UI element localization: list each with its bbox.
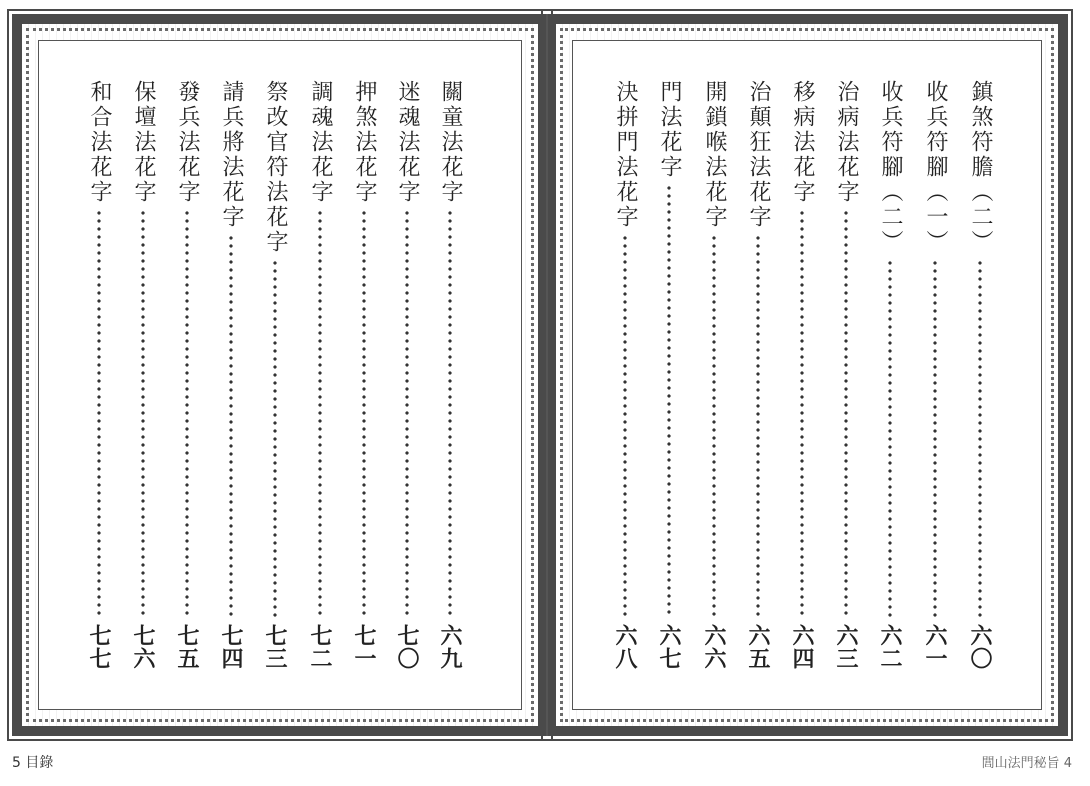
toc-entry-page: 六五 — [745, 624, 771, 670]
dot-leader — [667, 184, 671, 618]
toc-entry[interactable] — [608, 80, 642, 670]
toc-entry-page: 六八 — [612, 624, 638, 670]
toc-entry[interactable] — [170, 80, 204, 670]
toc-entry-title: 收兵符腳（一） — [923, 80, 948, 255]
toc-entry-title: 發兵法花字 — [175, 80, 200, 205]
toc-entry-title: 決拼門法花字 — [613, 80, 638, 230]
dot-leader — [844, 209, 848, 618]
dot-leader — [185, 209, 189, 618]
toc-entry-page: 七七 — [86, 624, 112, 670]
toc-entry-title: 保壇法花字 — [131, 80, 156, 205]
toc-entry-title: 開鎖喉法花字 — [702, 80, 727, 230]
toc-entry[interactable] — [963, 80, 997, 670]
toc-entry[interactable] — [829, 80, 863, 670]
toc-entry[interactable] — [126, 80, 160, 670]
toc-entry-page: 七六 — [130, 624, 156, 670]
dot-leader — [229, 234, 233, 618]
dot-leader — [362, 209, 366, 618]
toc-entry-page: 六二 — [877, 624, 903, 670]
toc-entry-title: 移病法花字 — [790, 80, 815, 205]
footer-right-page-label: 閭山法門秘旨 4 — [981, 756, 1072, 771]
toc-entry-title: 門法花字 — [657, 80, 682, 180]
dot-leader — [623, 234, 627, 618]
dot-leader — [97, 209, 101, 618]
toc-entry-page: 六一 — [922, 624, 948, 670]
toc-entry-title: 治病法花字 — [834, 80, 859, 205]
dot-leader — [978, 259, 982, 618]
toc-entry[interactable] — [82, 80, 116, 670]
toc-entry[interactable] — [785, 80, 819, 670]
toc-entry-title: 治顛狂法花字 — [746, 80, 771, 230]
dot-leader — [712, 234, 716, 618]
toc-entry[interactable] — [873, 80, 907, 670]
dot-leader — [800, 209, 804, 618]
dot-leader — [273, 259, 277, 618]
toc-entry-page: 七四 — [218, 624, 244, 670]
toc-entry-title: 收兵符腳（二） — [878, 80, 903, 255]
dot-leader — [448, 209, 452, 618]
toc-entry-page: 六七 — [656, 624, 682, 670]
toc-entry[interactable] — [741, 80, 775, 670]
toc-entry[interactable] — [258, 80, 292, 670]
dot-leader — [318, 209, 322, 618]
toc-entry-title: 迷魂法花字 — [395, 80, 420, 205]
toc-entry-page: 七二 — [307, 624, 333, 670]
toc-entry[interactable] — [918, 80, 952, 670]
book-gutter — [546, 14, 548, 736]
toc-entry[interactable] — [390, 80, 424, 670]
toc-entry[interactable] — [303, 80, 337, 670]
toc-entry-page: 六四 — [789, 624, 815, 670]
toc-entry-title: 和合法花字 — [87, 80, 112, 205]
toc-entry-title: 押煞法花字 — [352, 80, 377, 205]
toc-entry-page: 六三 — [833, 624, 859, 670]
toc-entry-page: 七三 — [262, 624, 288, 670]
toc-entry[interactable] — [652, 80, 686, 670]
toc-entry-page: 六六 — [701, 624, 727, 670]
dot-leader — [141, 209, 145, 618]
toc-entry[interactable] — [433, 80, 467, 670]
toc-entry[interactable] — [347, 80, 381, 670]
toc-entry-title: 請兵將法花字 — [219, 80, 244, 230]
dot-leader — [888, 259, 892, 618]
toc-entry-title: 祭改官符法花字 — [263, 80, 288, 255]
toc-entry[interactable] — [214, 80, 248, 670]
toc-entry-title: 關童法花字 — [438, 80, 463, 205]
toc-entry-title: 調魂法花字 — [308, 80, 333, 205]
toc-entry-page: 七五 — [174, 624, 200, 670]
dot-leader — [933, 259, 937, 618]
toc-entry-page: 七一 — [351, 624, 377, 670]
toc-entry-title: 鎮煞符膽（二） — [968, 80, 993, 255]
dot-leader — [405, 209, 409, 618]
footer-left-page-label: 5 目錄 — [12, 755, 54, 771]
toc-entry[interactable] — [697, 80, 731, 670]
toc-entry-page: 七〇 — [394, 624, 420, 670]
dot-leader — [756, 234, 760, 618]
toc-entry-page: 六〇 — [967, 624, 993, 670]
toc-entry-page: 六九 — [437, 624, 463, 670]
